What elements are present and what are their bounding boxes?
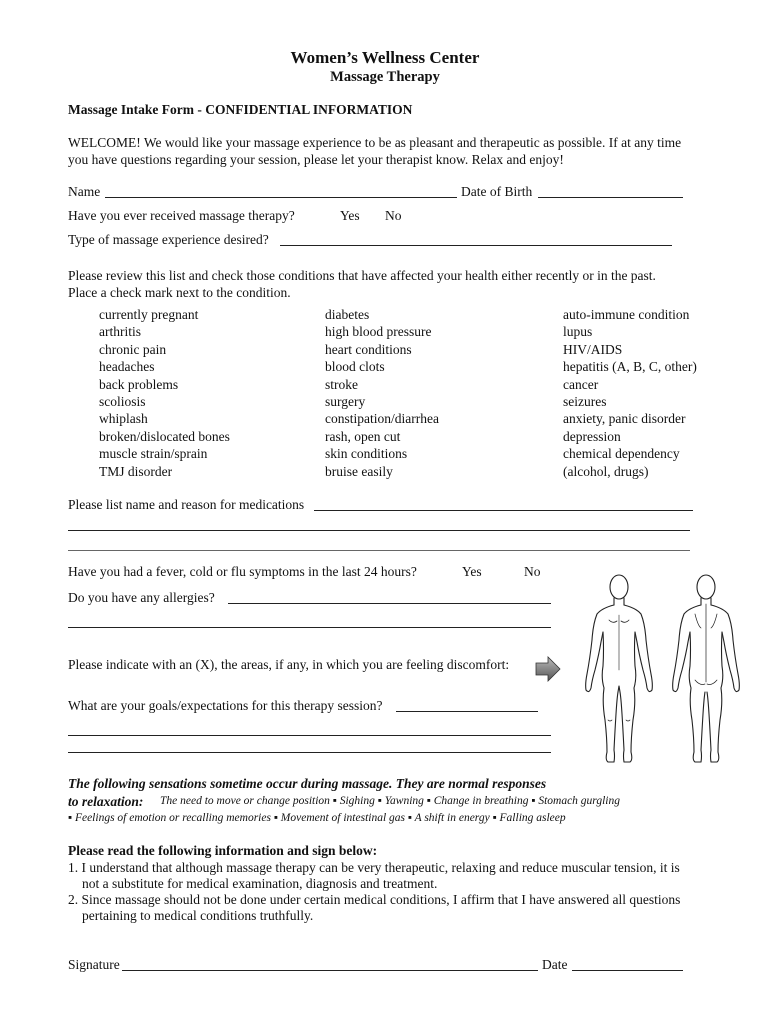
- discomfort-label: Please indicate with an (X), the areas, if any, in which you are feeling discomfort:: [68, 657, 510, 672]
- condition-item[interactable]: chemical dependency: [563, 446, 680, 462]
- goals-field-line2[interactable]: [68, 721, 551, 736]
- condition-item[interactable]: broken/dislocated bones: [99, 428, 230, 444]
- condition-item[interactable]: seizures: [563, 394, 607, 410]
- condition-item[interactable]: currently pregnant: [99, 307, 199, 322]
- condition-item[interactable]: hepatitis (A, B, C, other): [563, 359, 697, 375]
- sensations-lead: to relaxation:: [68, 794, 144, 809]
- signature-field[interactable]: [122, 956, 538, 971]
- medications-field-line3[interactable]: [68, 536, 690, 551]
- condition-item[interactable]: headaches: [99, 359, 155, 375]
- conditions-column-2: [325, 306, 439, 480]
- received-massage-question: Have you ever received massage therapy?: [68, 208, 295, 223]
- statement-1-line2: not a substitute for medical examination, diagnosis and treatment.: [82, 876, 438, 891]
- condition-item[interactable]: whiplash: [99, 411, 148, 427]
- conditions-column-3: [563, 306, 697, 480]
- body-back-icon[interactable]: [665, 570, 747, 770]
- condition-item[interactable]: bruise easily: [325, 463, 393, 479]
- dob-label: Date of Birth: [461, 184, 533, 199]
- received-yes-option[interactable]: Yes: [340, 208, 360, 223]
- condition-item[interactable]: skin conditions: [325, 446, 408, 462]
- condition-item[interactable]: cancer: [563, 376, 599, 392]
- condition-item[interactable]: back problems: [99, 376, 179, 392]
- massage-type-field[interactable]: [280, 231, 672, 246]
- condition-item[interactable]: rash, open cut: [325, 428, 401, 444]
- date-field[interactable]: [572, 956, 683, 971]
- read-heading: Please read the following information and sign below:: [68, 843, 378, 858]
- condition-item[interactable]: high blood pressure: [325, 324, 432, 340]
- condition-item[interactable]: stroke: [325, 376, 358, 392]
- condition-item[interactable]: constipation/diarrhea: [325, 411, 439, 427]
- medications-label: Please list name and reason for medications: [68, 497, 305, 512]
- medications-field-line2[interactable]: [68, 516, 690, 531]
- date-label: Date: [542, 957, 568, 972]
- allergies-label: Do you have any allergies?: [68, 590, 215, 605]
- statement-2-line2: pertaining to medical conditions truthfully.: [82, 908, 314, 923]
- form-heading: Massage Intake Form - CONFIDENTIAL INFORMATION: [68, 102, 413, 117]
- condition-item[interactable]: arthritis: [99, 324, 141, 340]
- review-instructions-line1: Please review this list and check those conditions that have affected your health either recently or in the past.: [68, 268, 656, 283]
- condition-item[interactable]: scoliosis: [99, 394, 146, 410]
- goals-field[interactable]: [396, 697, 538, 712]
- sensations-items-line1: The need to move or change position ▪ Sighing ▪ Yawning ▪ Change in breathing ▪ Stomach gurgling: [160, 795, 620, 807]
- condition-item[interactable]: surgery: [325, 394, 366, 410]
- page-subtitle: Massage Therapy: [330, 69, 440, 85]
- name-field[interactable]: [105, 183, 457, 198]
- condition-item[interactable]: (alcohol, drugs): [563, 463, 649, 479]
- goals-field-line3[interactable]: [68, 738, 551, 753]
- body-front-icon[interactable]: [578, 570, 660, 770]
- dob-field[interactable]: [538, 183, 683, 198]
- condition-item[interactable]: auto-immune condition: [563, 307, 690, 322]
- welcome-text-line1: WELCOME! We would like your massage experience to be as pleasant and therapeutic as possible. If at any time: [68, 135, 682, 150]
- conditions-column-1: [99, 306, 230, 480]
- review-instructions-line2: Place a check mark next to the condition.: [68, 285, 291, 300]
- allergies-field-line2[interactable]: [68, 613, 551, 628]
- goals-label: What are your goals/expectations for this therapy session?: [68, 698, 383, 713]
- statement-1-line1: 1. I understand that although massage therapy can be very therapeutic, relaxing and reduce muscular tension, it is: [68, 860, 680, 875]
- welcome-text-line2: you have questions regarding your session, please let your therapist know. Relax and enjoy!: [68, 152, 564, 167]
- page-title: Women’s Wellness Center: [290, 48, 480, 67]
- condition-item[interactable]: TMJ disorder: [99, 463, 173, 479]
- signature-label: Signature: [68, 957, 120, 972]
- condition-item[interactable]: blood clots: [325, 359, 385, 375]
- sensations-items-line2: ▪ Feelings of emotion or recalling memories ▪ Movement of intestinal gas ▪ A shift in energy ▪ Falling asleep: [68, 812, 566, 824]
- condition-item[interactable]: anxiety, panic disorder: [563, 411, 686, 427]
- right-arrow-icon: [535, 656, 561, 682]
- fever-question: Have you had a fever, cold or flu symptoms in the last 24 hours?: [68, 564, 417, 579]
- condition-item[interactable]: diabetes: [325, 307, 370, 322]
- condition-item[interactable]: lupus: [563, 324, 593, 340]
- sensations-heading: The following sensations sometime occur during massage. They are normal responses: [68, 776, 547, 791]
- received-no-option[interactable]: No: [385, 208, 402, 223]
- fever-no-option[interactable]: No: [524, 564, 541, 579]
- condition-item[interactable]: HIV/AIDS: [563, 341, 623, 357]
- condition-item[interactable]: chronic pain: [99, 341, 167, 357]
- fever-yes-option[interactable]: Yes: [462, 564, 482, 579]
- massage-type-label: Type of massage experience desired?: [68, 232, 269, 247]
- name-label: Name: [68, 184, 101, 199]
- condition-item[interactable]: heart conditions: [325, 341, 412, 357]
- allergies-field[interactable]: [228, 589, 551, 604]
- statement-2-line1: 2. Since massage should not be done under certain medical conditions, I affirm that I have answered all questions: [68, 892, 681, 907]
- condition-item[interactable]: muscle strain/sprain: [99, 446, 208, 462]
- medications-field[interactable]: [314, 496, 693, 511]
- condition-item[interactable]: depression: [563, 428, 621, 444]
